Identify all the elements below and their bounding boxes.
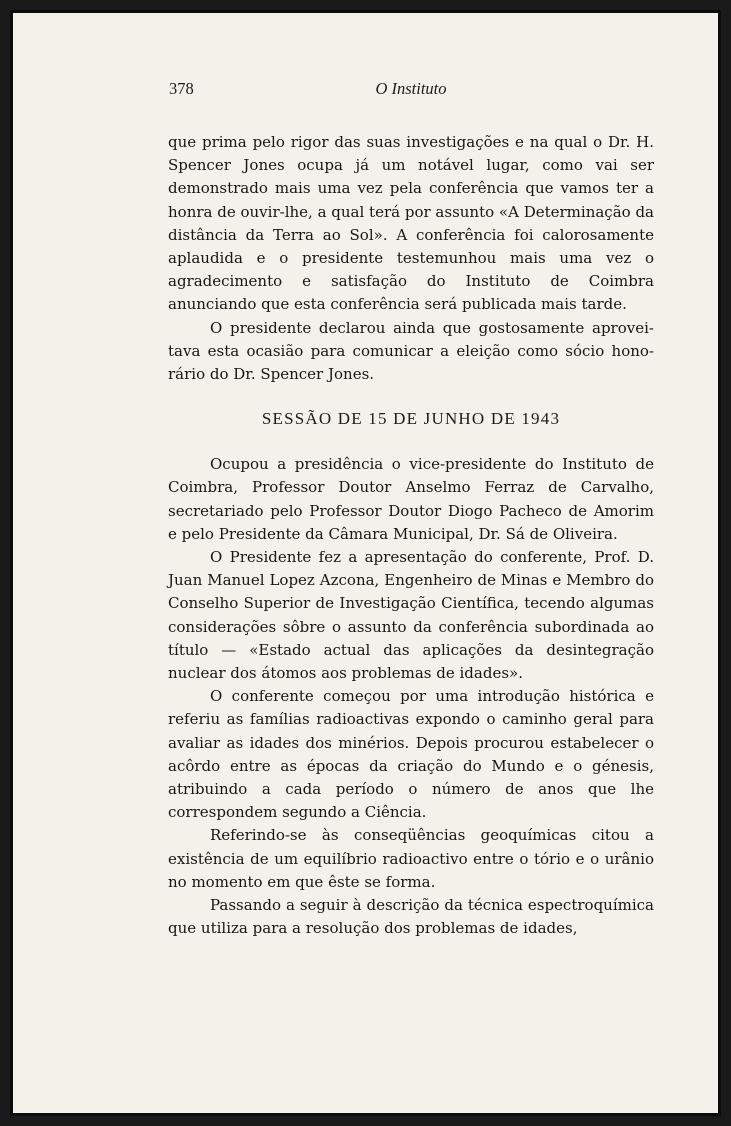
running-head: [169, 79, 653, 103]
paragraph-introduction: O conferente começou por uma introdução histórica e referiu as famílias radioactivas expondo o caminho geral para avaliar as idades dos minérios. Depois procurou estabelecer o acôrdo entre as épocas da criação do Mundo e o génesis, atribuindo a cada período o número de anos que lhe correspondem segundo a Ciência.: [168, 687, 654, 822]
paragraph-continuation: que prima pelo rigor das suas investigações e na qual o Dr. H. Spencer Jones ocupa já um notável lugar, como vai ser demonstrado mais uma vez pela conferência que vamos ter a honra de ouvir-lhe, a qual terá por assunto «A Determinação da distância da Terra ao Sol». A conferência foi calorosamente aplaudida e o presidente testemunhou mais uma vez o agradecimento e satisfação do Instituto de Coimbra anunciando que esta conferência será publicada mais tarde.: [168, 133, 654, 314]
paragraph-geochemistry: Referindo-se às conseqüências geoquímicas citou a existência de um equilíbrio radioactivo entre o tório e o urânio no momento em que êste se forma.: [168, 826, 654, 891]
paragraph-presentation: O Presidente fez a apresentação do conferente, Prof. D. Juan Manuel Lopez Azcona, Engenheiro de Minas e Membro do Conselho Superior de Investigação Científica, tecendo algumas considerações sôbre o assunto da conferência subordinada ao título — «Estado actual das aplicações da desintegração nuclear dos átomos aos problemas de idades».: [168, 548, 654, 683]
body-text: [168, 131, 654, 941]
book-page: [10, 10, 721, 1116]
running-title: O Instituto: [375, 79, 447, 98]
page-number: 378: [169, 79, 194, 98]
paragraph-technique: Passando a seguir à descrição da técnica espectroquímica que utiliza para a resolução dos problemas de idades,: [168, 896, 654, 938]
paragraph-honorary-member: O presidente declarou ainda que gostosamente aproveitava esta ocasião para comunicar a eleição como sócio honorário do Dr. Spencer Jones.: [168, 318, 654, 384]
paragraph-presidency: Ocupou a presidência o vice-presidente do Instituto de Coimbra, Professor Doutor Anselmo Ferraz de Carvalho, secretariado pelo Professor Doutor Diogo Pacheco de Amorim e pelo Presidente da Câmara Municipal, Dr. Sá de Oliveira.: [168, 455, 654, 543]
section-heading: SESSÃO DE 15 DE JUNHO DE 1943: [261, 409, 561, 429]
